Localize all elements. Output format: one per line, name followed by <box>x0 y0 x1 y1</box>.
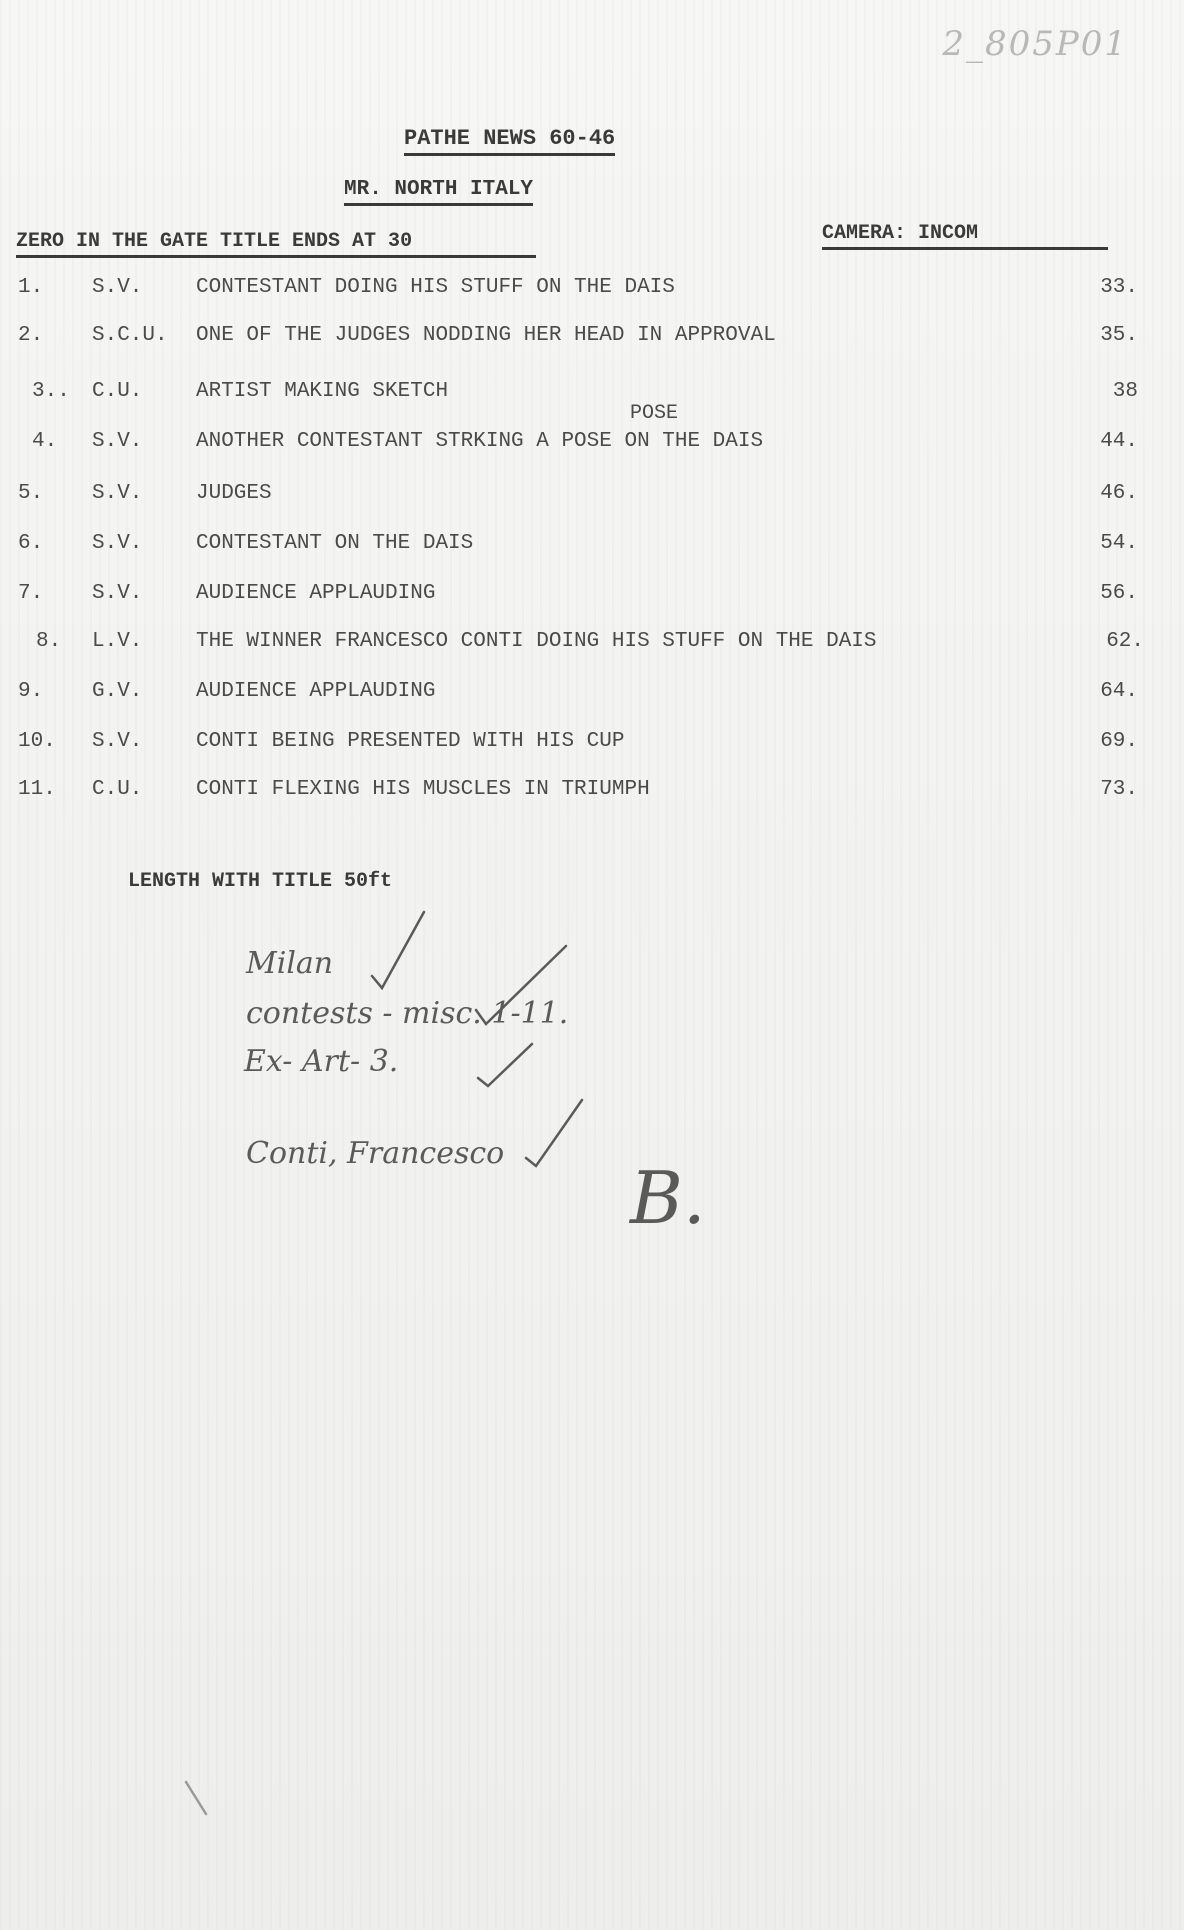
shot-number: 10. <box>18 730 56 753</box>
shot-number: 7. <box>18 582 44 605</box>
shot-row <box>0 582 1184 622</box>
shot-number: 9. <box>18 680 44 703</box>
reference-number: 2_805P01 <box>942 24 1128 64</box>
shot-row <box>0 276 1184 316</box>
shot-row <box>0 778 1184 818</box>
handwritten-line-4: Conti, Francesco <box>246 1136 505 1171</box>
shot-footage: 64. <box>1100 680 1138 703</box>
shot-footage: 54. <box>1100 532 1138 555</box>
shot-type: S.C.U. <box>92 324 168 347</box>
document-title: PATHE NEWS 60-46 <box>404 126 615 156</box>
shot-row <box>0 680 1184 720</box>
shot-number: 2. <box>18 324 44 347</box>
shot-type: S.V. <box>92 430 143 453</box>
gate-note: ZERO IN THE GATE TITLE ENDS AT 30 <box>16 230 536 258</box>
shot-type: C.U. <box>92 380 143 403</box>
checkmark-icon <box>478 1044 532 1086</box>
checkmark-icon <box>526 1100 582 1166</box>
handwritten-line-2: contests - misc. 1-11. <box>246 996 569 1031</box>
shot-number: 1. <box>18 276 44 299</box>
shot-number: 3.. <box>32 380 70 403</box>
shot-type: S.V. <box>92 276 143 299</box>
shot-type: G.V. <box>92 680 143 703</box>
camera-note: CAMERA: INCOM <box>822 222 1108 250</box>
shot-footage: 73. <box>1100 778 1138 801</box>
length-note: LENGTH WITH TITLE 50ft <box>128 870 393 893</box>
shot-row <box>0 630 1184 670</box>
shot-description: ONE OF THE JUDGES NODDING HER HEAD IN APPROVAL <box>196 324 776 347</box>
shot-number: 8. <box>36 630 62 653</box>
shot-footage: 35. <box>1100 324 1138 347</box>
shot-description: CONTESTANT DOING HIS STUFF ON THE DAIS <box>196 276 675 299</box>
shot-footage: 62. <box>1106 630 1144 653</box>
shot-type: S.V. <box>92 532 143 555</box>
document-subtitle: MR. NORTH ITALY <box>344 178 533 206</box>
shot-description: THE WINNER FRANCESCO CONTI DOING HIS STUFF ON THE DAIS <box>196 630 877 653</box>
shot-description: CONTI BEING PRESENTED WITH HIS CUP <box>196 730 625 753</box>
shot-footage: 44. <box>1100 430 1138 453</box>
shot-number: 11. <box>18 778 56 801</box>
shot-row <box>0 380 1184 420</box>
shot-description: AUDIENCE APPLAUDING <box>196 680 436 703</box>
shot-row <box>0 482 1184 522</box>
shot-type: S.V. <box>92 730 143 753</box>
shot-footage: 38 <box>1112 380 1138 403</box>
shot-footage: 33. <box>1100 276 1138 299</box>
handwritten-line-1: Milan <box>246 946 334 981</box>
pencil-mark-icon <box>186 1782 206 1814</box>
handwritten-initial: B. <box>630 1156 706 1240</box>
shot-row <box>0 532 1184 572</box>
shot-type: S.V. <box>92 482 143 505</box>
shot-number: 6. <box>18 532 44 555</box>
shot-description: CONTI FLEXING HIS MUSCLES IN TRIUMPH <box>196 778 650 801</box>
shot-footage: 69. <box>1100 730 1138 753</box>
shot-type: L.V. <box>92 630 143 653</box>
checkmark-icon <box>372 912 424 988</box>
shot-description: ARTIST MAKING SKETCH <box>196 380 449 403</box>
shot-description: AUDIENCE APPLAUDING <box>196 582 436 605</box>
typed-correction: POSE <box>630 402 679 425</box>
shot-description: JUDGES <box>196 482 272 505</box>
shot-row <box>0 324 1184 364</box>
shot-footage: 46. <box>1100 482 1138 505</box>
shot-row <box>0 730 1184 770</box>
shot-type: S.V. <box>92 582 143 605</box>
handwritten-line-3: Ex- Art- 3. <box>244 1044 399 1079</box>
shot-footage: 56. <box>1100 582 1138 605</box>
shot-description: ANOTHER CONTESTANT STRKING A POSE ON THE DAIS <box>196 430 764 453</box>
shot-type: C.U. <box>92 778 143 801</box>
shot-row <box>0 430 1184 470</box>
shot-description: CONTESTANT ON THE DAIS <box>196 532 474 555</box>
shot-number: 4. <box>32 430 58 453</box>
shot-number: 5. <box>18 482 44 505</box>
